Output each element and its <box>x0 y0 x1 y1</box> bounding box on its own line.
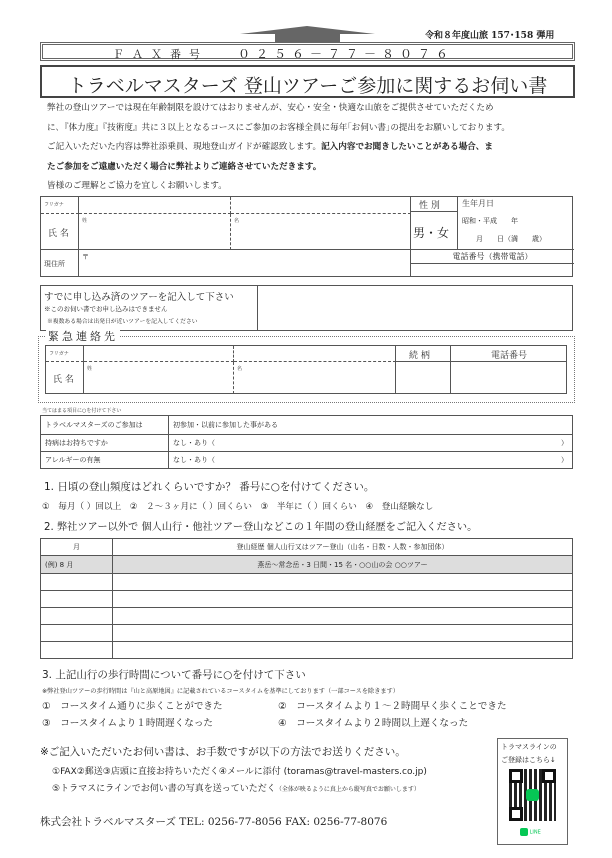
table-row[interactable] <box>41 574 573 591</box>
question-answer[interactable] <box>169 452 573 469</box>
era-text: 昭和・平成 年 <box>462 217 518 225</box>
title-box <box>40 65 575 98</box>
line-method-text: ⑤トラマスにラインでお伺い書の写真を送っていただく <box>52 784 276 794</box>
emergency-furigana-sei[interactable] <box>84 346 234 362</box>
fax-number: ０２５６－７７－８０７６ <box>238 47 455 61</box>
q3-option-2[interactable]: ② コースタイムより１～２時間早く歩くことできた <box>278 701 507 712</box>
example-row <box>41 556 573 574</box>
arrow-icon <box>240 26 375 42</box>
table-row[interactable] <box>41 625 573 642</box>
qr-box <box>497 738 568 845</box>
question-label: アレルギーの有無 <box>41 452 169 469</box>
sei-field[interactable] <box>79 214 231 250</box>
relation-field[interactable] <box>396 362 451 394</box>
qr-caption: ご登録はこちら↓ <box>501 756 556 764</box>
gender-options-text: 男・女 <box>413 226 450 240</box>
line-logo-text: LINE <box>529 829 541 836</box>
send-methods: ①FAX②郵送③店頭に直接お持ちいただく④メールに添付 (toramas@travel-masters.co.jp) <box>52 767 427 777</box>
intro-line: 弊社の登山ツアーでは現在年齢制限を設けてはおりませんが、安心・安全・快適な山旅をご提供させていただくため <box>47 103 494 113</box>
intro-line: に､『体力度』『技術度』共に３以上となるコースにご参加のお客様全員に毎年｢お伺い書｣の提出をお願いしております。 <box>47 122 510 133</box>
questions-table <box>40 415 573 469</box>
question-label: 持病はお持ちですか <box>41 435 169 452</box>
question-answer[interactable]: 初参加・以前に参加した事がある <box>169 416 573 435</box>
name-label: 氏 名 <box>48 229 69 239</box>
line-note: （全体が映るように真上から縦写真でお願いします） <box>275 786 420 793</box>
intro-text <box>47 99 577 197</box>
q1-options[interactable]: ① 毎月（ ）回以上 ② ２～３ヶ月に（ ）回くらい ③ 半年に（ ）回くらい ④ 登山経験なし <box>42 502 434 512</box>
table-row[interactable] <box>41 642 573 659</box>
col-month: 月 <box>41 539 113 556</box>
month-day-text: 月 日（満 歳） <box>476 235 546 243</box>
table-row[interactable] <box>41 591 573 608</box>
q3-title: 3. 上記山行の歩行時間について番号に○を付けて下さい <box>42 669 306 681</box>
line-icon <box>526 789 539 801</box>
personal-info-table <box>40 196 573 277</box>
table-row <box>41 435 573 452</box>
furigana-sei-field[interactable] <box>79 197 231 214</box>
q1-title: 1. 日頃の登山頻度はどれくらいですか？ 番号に○を付けてください。 <box>44 481 375 493</box>
emergency-sei-field[interactable] <box>84 362 234 394</box>
page-title: トラベルマスターズ 登山ツアーご参加に関するお伺い書 <box>67 75 548 97</box>
table-row[interactable] <box>41 608 573 625</box>
close-paren: ） <box>561 456 568 464</box>
question-label: トラベルマスターズのご参加は <box>41 416 169 435</box>
send-instructions: ※ご記入いただいたお伺い書は、お手数ですが以下の方法でお送りください。 <box>40 746 406 758</box>
q2-title: 2. 弊社ツアー以外で 個人山行・他社ツアー登山などこの１年間の登山経歴をご記入ください。 <box>44 522 478 533</box>
intro-bold: たご参加をご遠慮いただく場合に弊社よりご連絡させていただきます。 <box>47 161 322 172</box>
sei-label: 姓 <box>87 366 93 372</box>
phone-label: 電話番号（携帯電話） <box>452 252 533 261</box>
example-history: 燕岳～常念岳・3 日間・15 名・○○山の会 ○○ツアー <box>113 556 573 574</box>
example-month: (例) 8 月 <box>41 556 113 574</box>
q3-option-1[interactable]: ① コースタイム通りに歩くことができた <box>42 701 223 712</box>
existing-tour-note: ※複数ある場合は出発日が近いツアーを記入してください <box>47 319 198 325</box>
table-row <box>41 452 573 469</box>
qr-code[interactable] <box>509 769 556 821</box>
issue-label: 令和８年度山旅 157･158 弾用 <box>425 31 555 41</box>
fax-label: ＦＡＸ番号 <box>113 48 208 61</box>
furigana-label: フリガナ <box>49 351 69 357</box>
answer-text: なし・あり（ <box>173 439 215 447</box>
emergency-phone-field[interactable] <box>451 362 567 394</box>
answer-text: なし・あり（ <box>173 456 215 464</box>
gender-label: 性 別 <box>419 201 440 211</box>
furigana-label: フリガナ <box>44 202 64 208</box>
mei-label: 名 <box>234 218 240 224</box>
furigana-mei-field[interactable] <box>231 197 411 214</box>
intro-closing: 皆様のご理解とご協力を宜しくお願いします。 <box>47 181 227 191</box>
qr-caption: トラマスラインの <box>501 743 557 751</box>
postal-mark: 〒 <box>82 253 89 261</box>
q3-option-3[interactable]: ③ コースタイムより１時間遅くなった <box>42 718 214 729</box>
mei-label: 名 <box>237 366 243 372</box>
emergency-mei-field[interactable] <box>234 362 396 394</box>
table-header <box>41 539 573 556</box>
intro-line: ご記入いただいた内容は弊社添乗員、現地登山ガイドが確認致します。 <box>47 142 322 152</box>
existing-tour-label: すでに申し込み済のツアーを記入して下さい <box>44 292 234 303</box>
history-table <box>40 538 573 659</box>
relation-label: 続 柄 <box>409 351 430 361</box>
phone-label: 電話番号 <box>490 351 527 361</box>
q3-option-4[interactable]: ④ コースタイムより２時間以上遅くなった <box>278 718 469 729</box>
check-note: 当てはまる項目に○を付けて下さい <box>42 408 122 414</box>
existing-tour-box <box>40 285 573 331</box>
sei-label: 姓 <box>82 218 88 224</box>
question-answer[interactable] <box>169 435 573 452</box>
close-paren: ） <box>561 439 568 447</box>
emergency-table <box>45 345 567 394</box>
line-method <box>52 781 420 794</box>
birthdate-label: 生年月日 <box>462 199 494 208</box>
company-info: 株式会社トラベルマスターズ TEL: 0256-77-8056 FAX: 0256-77-8076 <box>40 816 388 828</box>
emergency-furigana-mei[interactable] <box>234 346 396 362</box>
existing-tour-field[interactable] <box>258 286 572 330</box>
fax-banner <box>40 42 575 61</box>
col-history: 登山経歴 個人山行又はツアー登山（山名・日数・人数・参加団体） <box>113 539 573 556</box>
q3-note: ※弊社登山ツアーの歩行時間は『山と高原地図』に記載されているコースタイムを基準にしております（一部コースを除きます） <box>42 688 399 695</box>
gender-options[interactable] <box>411 212 458 250</box>
address-field[interactable] <box>79 250 411 277</box>
address-label: 現住所 <box>44 260 65 268</box>
emergency-legend: 緊急連絡先 <box>48 330 118 343</box>
birthdate-field[interactable] <box>458 197 574 250</box>
intro-bold: 記入内容でお聞きしたいことがある場合、ま <box>321 142 493 152</box>
phone-field[interactable] <box>411 264 574 277</box>
table-row <box>41 416 573 435</box>
existing-tour-note: ※このお伺い書でお申し込みはできません <box>44 305 168 313</box>
mei-field[interactable] <box>231 214 411 250</box>
name-label: 氏 名 <box>53 375 74 385</box>
line-logo <box>520 828 541 836</box>
